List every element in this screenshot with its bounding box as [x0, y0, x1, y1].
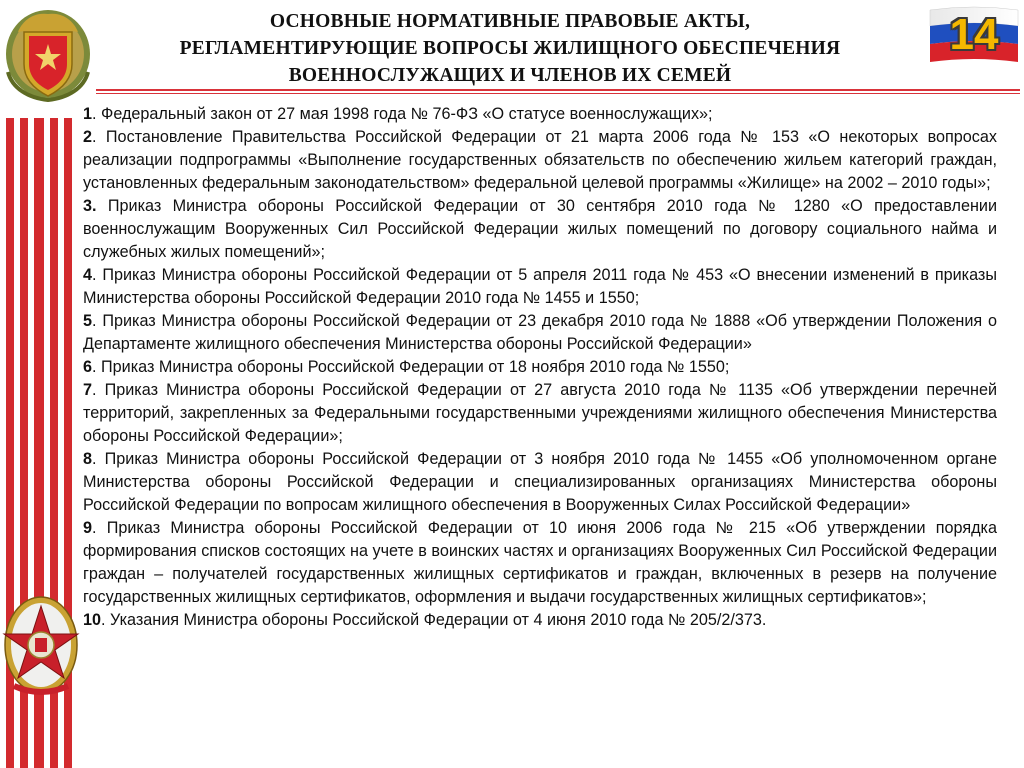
item-text: . Приказ Министра обороны Российской Федерации от 5 апреля 2011 года № 453 «О внесении изменений в приказы Министерства обороны Российской Федерации 2010 года № 1455 и 1550; — [83, 266, 997, 307]
item-text: . Приказ Министра обороны Российской Федерации от 3 ноября 2010 года № 1455 «Об уполномоченном органе Министерства обороны Российской Федерации и специализированных организациях Министерства обороны Российской Федерации по вопросам жилищного обеспечения в Вооруженных Силах Российской Федерации» — [83, 450, 997, 514]
list-item — [83, 356, 997, 379]
item-number: 8 — [83, 450, 93, 468]
title-line-3: ВОЕННОСЛУЖАЩИХ И ЧЛЕНОВ ИХ СЕМЕЙ — [288, 65, 732, 86]
item-text: . Приказ Министра обороны Российской Федерации от 27 августа 2010 года № 1135 «Об утверждении перечней территорий, закрепленных за Федеральными государственными учреждениями жилищного обеспечения Министерства обороны Российской Федерации»; — [83, 381, 997, 445]
item-number: 7 — [83, 381, 93, 399]
list-item — [83, 195, 997, 264]
page-title — [120, 8, 900, 89]
title-underline — [96, 89, 1020, 94]
item-number: 3. — [83, 197, 97, 215]
item-text: Приказ Министра обороны Российской Федерации от 30 сентября 2010 года № 1280 «О предоставлении военнослужащим Вооруженных Сил Российской Федерации жилых помещений по договору социального найма и служебных жилых помещений»; — [83, 197, 997, 261]
item-text: . Федеральный закон от 27 мая 1998 года № 76-ФЗ «О статусе военнослужащих»; — [92, 105, 713, 123]
item-text: . Указания Министра обороны Российской Федерации от 4 июня 2010 года № 205/2/373. — [101, 611, 767, 629]
item-number: 4 — [83, 266, 93, 284]
title-line-2: РЕГЛАМЕНТИРУЮЩИЕ ВОПРОСЫ ЖИЛИЩНОГО ОБЕСПЕЧЕНИЯ — [179, 38, 841, 59]
item-text: . Приказ Министра обороны Российской Федерации от 23 декабря 2010 года № 1888 «Об утверждении Положения о Департаменте жилищного обеспечения Министерства обороны Российской Федерации» — [83, 312, 997, 353]
item-number: 6 — [83, 358, 93, 376]
acts-list — [83, 103, 997, 632]
item-number: 9 — [83, 519, 93, 537]
slide-number: 14 — [949, 10, 999, 59]
list-item — [83, 103, 997, 126]
item-number: 5 — [83, 312, 93, 330]
list-item — [83, 264, 997, 310]
item-number: 1 — [83, 105, 93, 123]
item-number: 10 — [83, 611, 102, 629]
item-number: 2 — [83, 128, 93, 146]
ministry-emblem-icon — [2, 2, 94, 102]
item-text: . Приказ Министра обороны Российской Федерации от 10 июня 2006 года № 215 «Об утверждении порядка формирования списков состоящих на учете в воинских частях и организациях Вооруженных Сил Российской Федерации граждан – получателей государственных жилищных сертификатов и граждан, включенных в резерв на получение государственных жилищных сертификатов, оформления и выдачи государственных жилищных сертификатов»; — [83, 519, 997, 606]
list-item — [83, 448, 997, 517]
list-item — [83, 310, 997, 356]
item-text: . Постановление Правительства Российской Федерации от 21 марта 2006 года № 153 «О некоторых вопросах реализации подпрограммы «Выполнение государственных обязательств по обеспечению жильем категорий граждан, установленных федеральным законодательством» федеральной целевой программы «Жилище» на 2002 – 2010 годы»; — [83, 128, 997, 192]
list-item — [83, 126, 997, 195]
list-item — [83, 609, 997, 632]
order-medal-icon — [0, 590, 82, 700]
list-item — [83, 517, 997, 609]
title-line-1: ОСНОВНЫЕ НОРМАТИВНЫЕ ПРАВОВЫЕ АКТЫ, — [269, 11, 751, 32]
item-text: . Приказ Министра обороны Российской Федерации от 18 ноября 2010 года № 1550; — [92, 358, 730, 376]
list-item — [83, 379, 997, 448]
